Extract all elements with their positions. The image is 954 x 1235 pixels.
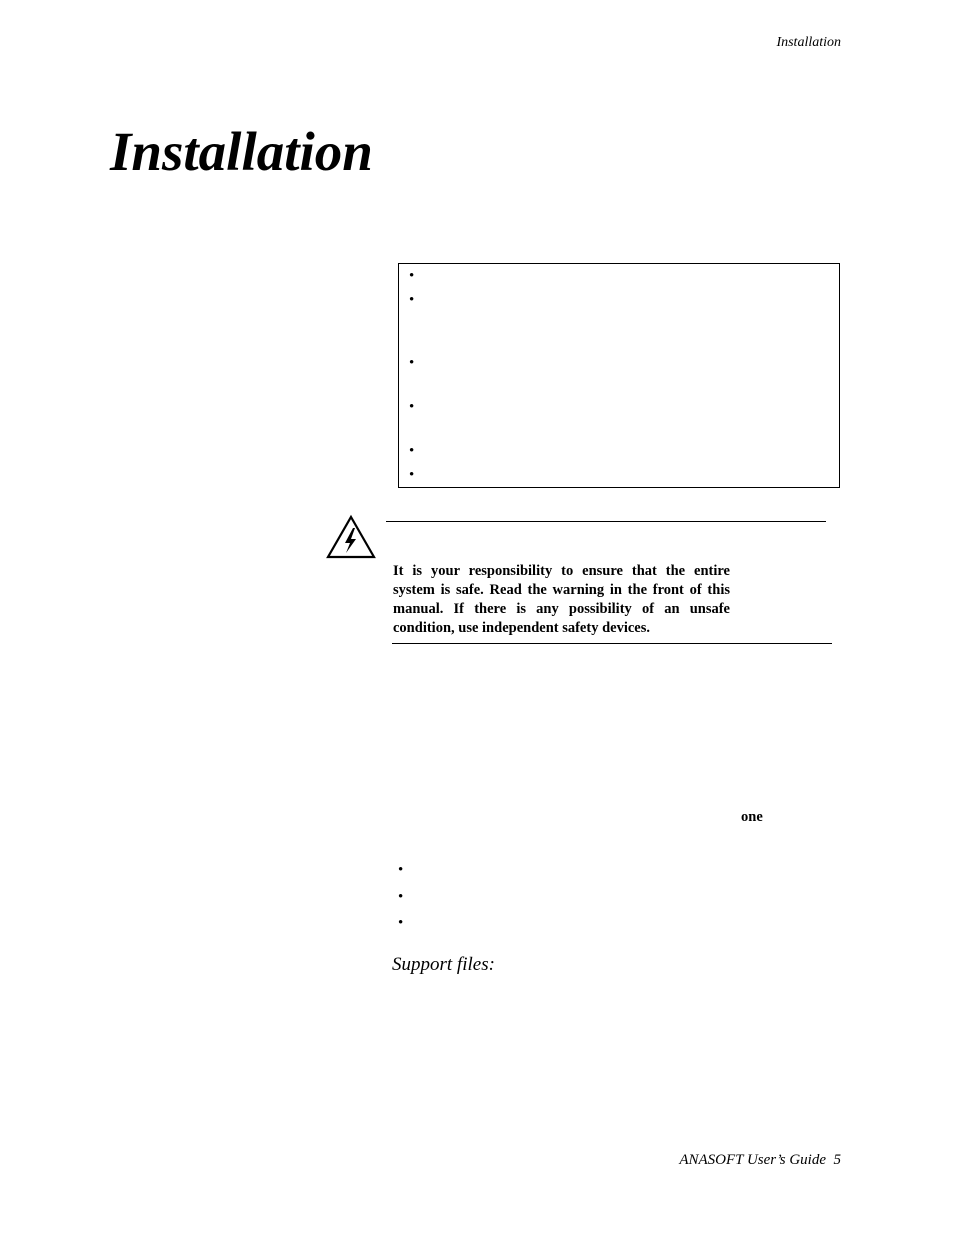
checklist-bullet: • [409,467,415,483]
warning-text: It is your responsibility to ensure that the entire system is safe. Read the warning in the front of this manual. If there is any possibility of an unsafe condition, use independent safety devices. [393,563,730,636]
list-bullet: • [398,862,404,878]
warning-bottom-rule [392,643,832,644]
list-bullet: • [398,889,404,905]
support-files-heading: Support files: [392,954,495,975]
warning-top-rule [386,521,826,522]
checklist-box [398,263,840,488]
list-bullet: • [398,915,404,931]
running-footer [679,1152,841,1169]
page-number: 5 [833,1152,841,1168]
high-voltage-warning-icon [325,514,377,560]
checklist-bullet: • [409,355,415,371]
checklist-bullet: • [409,399,415,415]
checklist-bullet: • [409,292,415,308]
emphasis-word: one [741,809,763,825]
footer-guide-name: ANASOFT User’s Guide [679,1152,826,1168]
page-title: Installation [110,121,373,182]
running-header: Installation [776,35,841,50]
checklist-bullet: • [409,443,415,459]
checklist-bullet: • [409,268,415,284]
